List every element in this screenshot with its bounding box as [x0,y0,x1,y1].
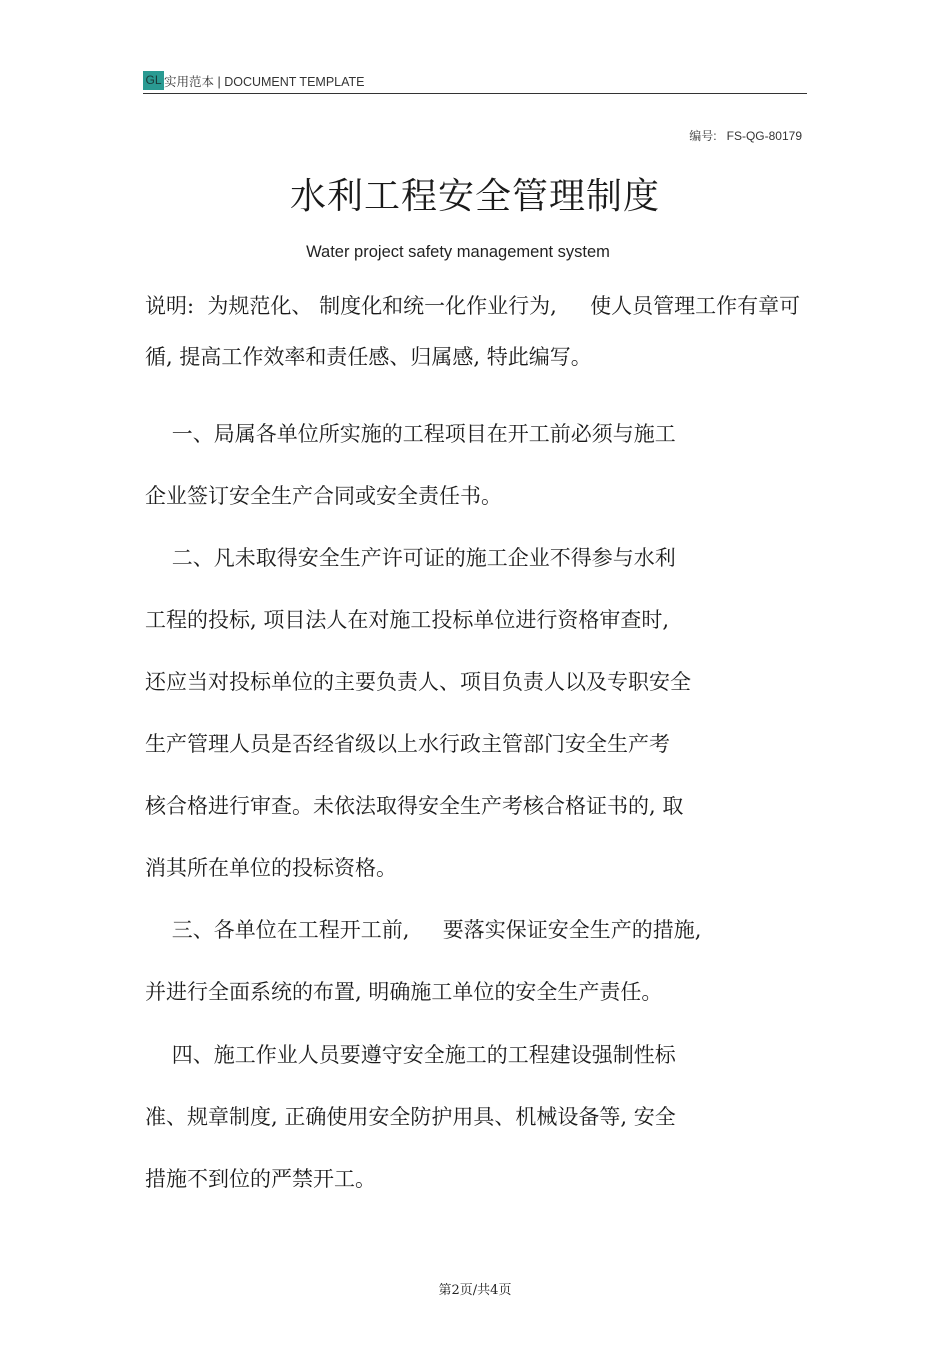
body-line: 工程的投标, 项目法人在对施工投标单位进行资格审查时, [145,608,670,632]
gl-logo: GL [143,71,164,90]
body-line: 生产管理人员是否经省级以上水行政主管部门安全生产考 [145,732,670,756]
body-line: 一、局属各单位所实施的工程项目在开工前必须与施工 [145,422,676,446]
body-line: 二、凡未取得安全生产许可证的施工企业不得参与水利 [145,546,676,570]
document-number: 编号: FS-QG-80179 [689,129,802,143]
body-line: 消其所在单位的投标资格。 [145,856,397,880]
body-line: 准、规章制度, 正确使用安全防护用具、机械设备等, 安全 [145,1105,676,1129]
body-line: 四、施工作业人员要遵守安全施工的工程建设强制性标 [145,1043,676,1067]
body-line: 循, 提高工作效率和责任感、归属感, 特此编写。 [145,345,592,369]
body-line: 说明: 为规范化、 制度化和统一化作业行为, 使人员管理工作有章可 [145,294,801,318]
page-header [143,70,807,94]
body-line: 企业签订安全生产合同或安全责任书。 [145,484,502,508]
document-subtitle: Water project safety management system [306,243,610,261]
body-line: 并进行全面系统的布置, 明确施工单位的安全生产责任。 [145,980,663,1004]
body-line: 措施不到位的严禁开工。 [145,1167,376,1191]
body-line: 三、各单位在工程开工前, 要落实保证安全生产的措施, [145,918,702,942]
page-footer: 第2页/共4页 [438,1283,512,1298]
body-line: 还应当对投标单位的主要负责人、项目负责人以及专职安全 [145,670,691,694]
header-text: 实用范本 | DOCUMENT TEMPLATE [164,75,365,89]
document-title: 水利工程安全管理制度 [289,176,660,217]
header-divider [143,93,807,94]
body-line: 核合格进行审查。未依法取得安全生产考核合格证书的, 取 [145,794,684,818]
